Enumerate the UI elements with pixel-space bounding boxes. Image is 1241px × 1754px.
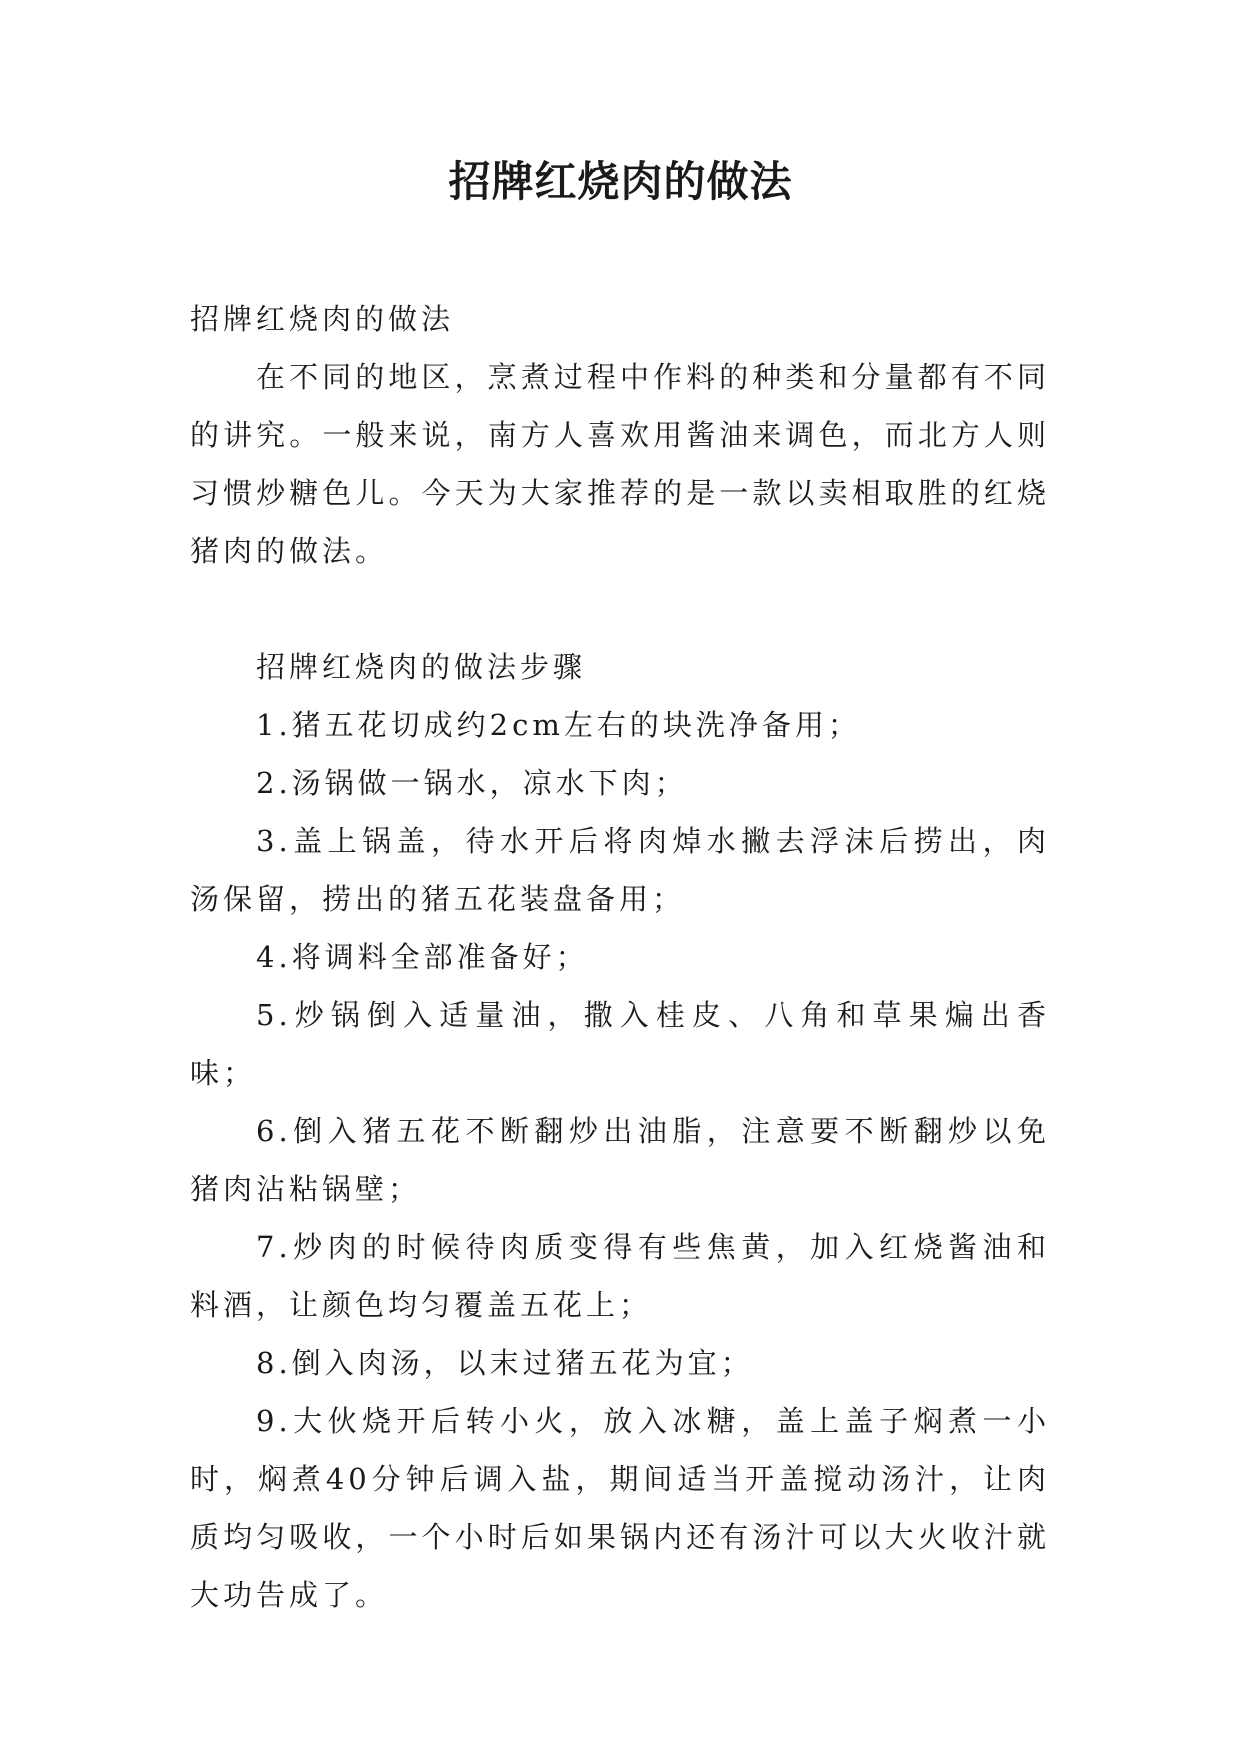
steps-heading: 招牌红烧肉的做法步骤 xyxy=(256,650,587,684)
step-item: 1.猪五花切成约2cm左右的块洗净备用； xyxy=(256,708,861,742)
intro-paragraph: 在不同的地区，烹煮过程中作料的种类和分量都有不同的讲究。一般来说，南方人喜欢用酱油来调色，而北方人则习惯炒糖色儿。今天为大家推荐的是一款以卖相取胜的红烧猪肉的做法。 xyxy=(190,360,1050,568)
step-item: 6.倒入猪五花不断翻炒出油脂，注意要不断翻炒以免猪肉沾粘锅壁； xyxy=(190,1114,1050,1206)
step-item: 7.炒肉的时候待肉质变得有些焦黄，加入红烧酱油和料酒，让颜色均匀覆盖五花上； xyxy=(190,1230,1050,1322)
step-item: 2.汤锅做一锅水，凉水下肉； xyxy=(256,766,688,800)
step-item: 4.将调料全部准备好； xyxy=(256,940,589,974)
document-title: 招牌红烧肉的做法 xyxy=(448,157,793,206)
step-item: 5.炒锅倒入适量油，撒入桂皮、八角和草果煸出香味； xyxy=(190,998,1050,1090)
step-item: 3.盖上锅盖，待水开后将肉焯水撇去浮沫后捞出，肉汤保留，捞出的猪五花装盘备用； xyxy=(190,824,1050,916)
step-item: 8.倒入肉汤，以末过猪五花为宜； xyxy=(256,1346,754,1380)
document-body xyxy=(190,290,1050,1624)
step-item: 9.大伙烧开后转小火，放入冰糖，盖上盖子焖煮一小时，焖煮40分钟后调入盐，期间适当开盖搅动汤汁，让肉质均匀吸收，一个小时后如果锅内还有汤汁可以大火收汁就大功告成了。 xyxy=(190,1404,1050,1612)
section-subtitle: 招牌红烧肉的做法 xyxy=(190,302,455,336)
